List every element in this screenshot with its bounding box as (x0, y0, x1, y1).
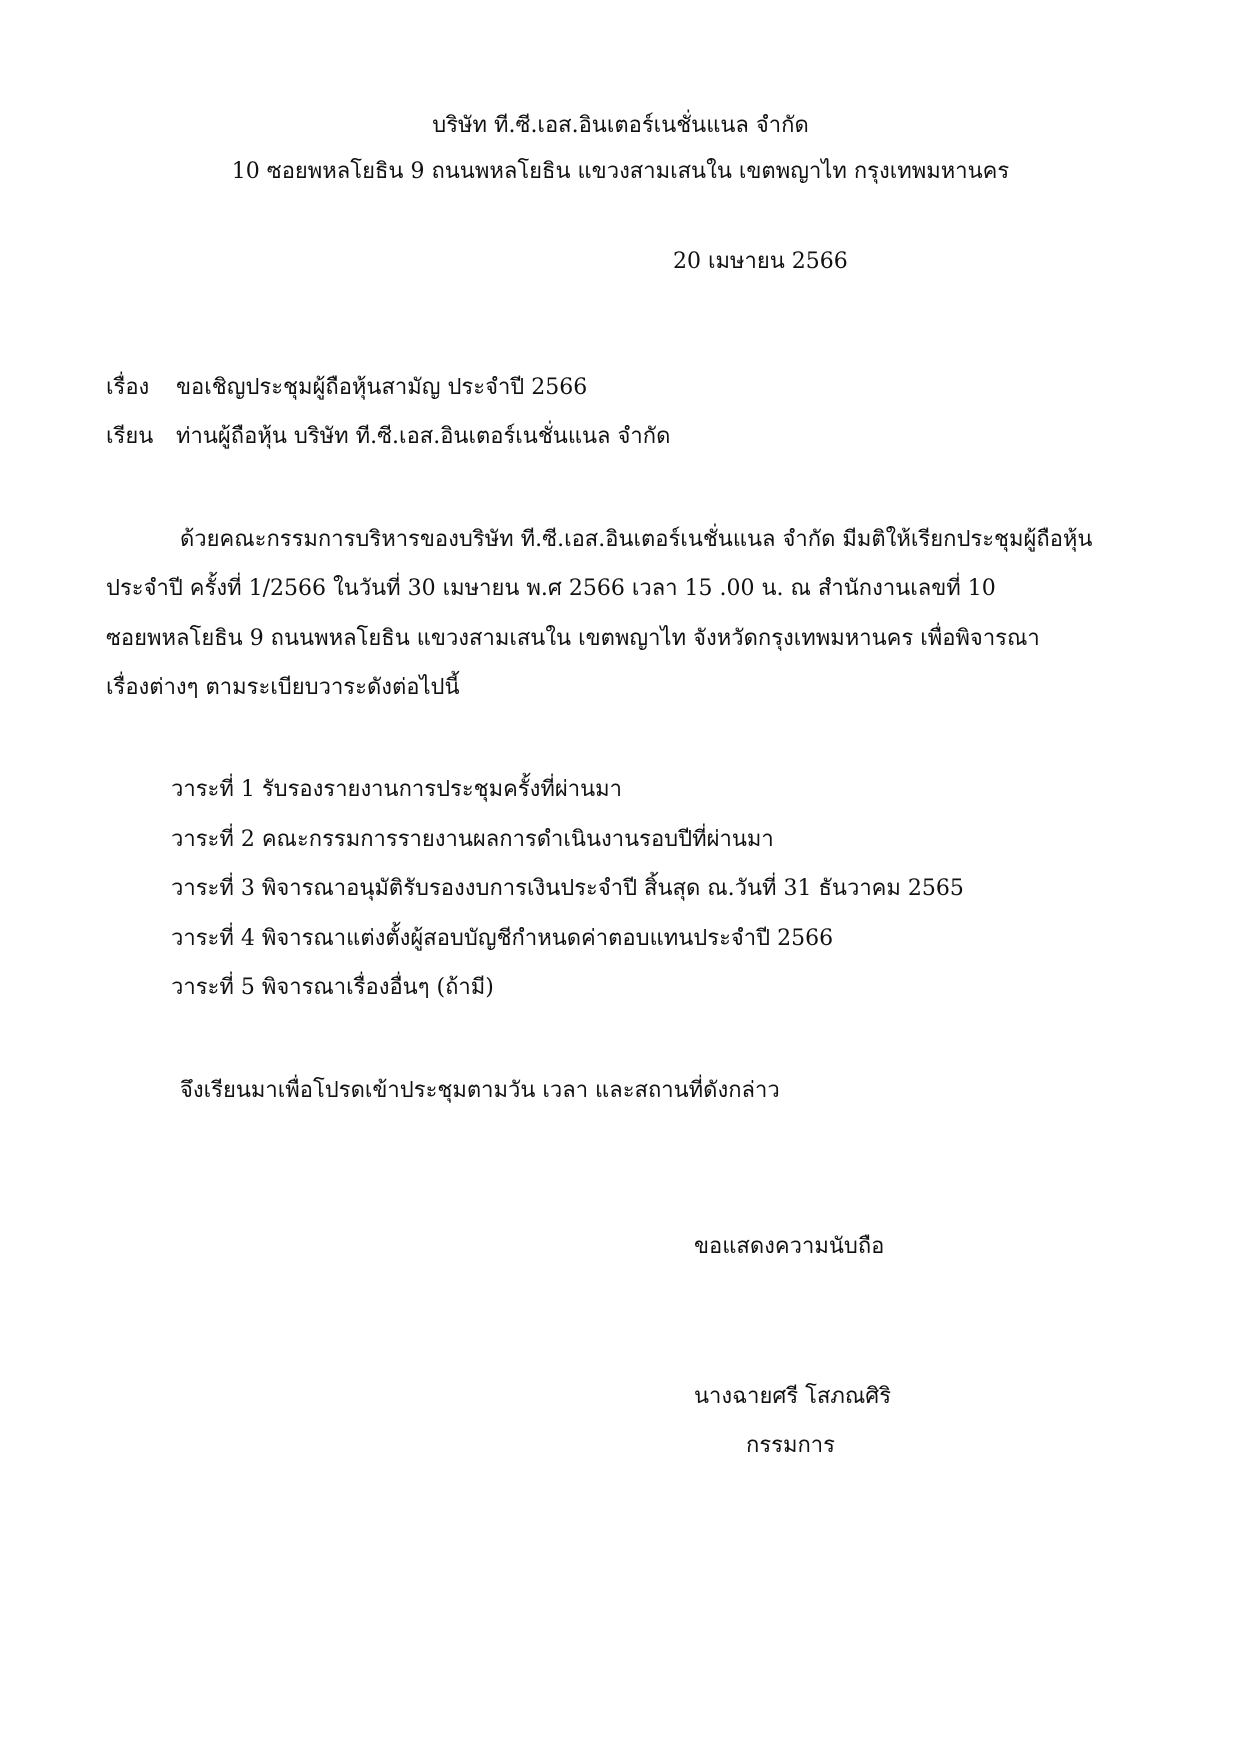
signatory-title: กรรมการ (746, 1433, 835, 1458)
body-line: ซอยพหลโยธิน 9 ถนนพหลโยธิน แขวงสามเสนใน เขตพญาไท จังหวัดกรุงเทพมหานคร เพื่อพิจารณา (106, 626, 1040, 651)
body-line: ประจำปี ครั้งที่ 1/2566 ในวันที่ 30 เมษายน พ.ศ 2566 เวลา 15 .00 น. ณ สำนักงานเลขที่ 10 (106, 576, 996, 601)
body-line: ด้วยคณะกรรมการบริหารของบริษัท ที.ซี.เอส.อินเตอร์เนชั่นแนล จำกัด มีมติให้เรียกประชุมผู้ถือหุ้น (180, 527, 1093, 552)
agenda-item: วาระที่ 2 คณะกรรมการรายงานผลการดำเนินงานรอบปีที่ผ่านมา (171, 827, 774, 852)
subject-line (106, 373, 587, 403)
signatory-name: นางฉายศรี โสภณศิริ (694, 1384, 892, 1409)
agenda-item: วาระที่ 5 พิจารณาเรื่องอื่นๆ (ถ้ามี) (171, 975, 494, 1000)
recipient-line (106, 422, 670, 452)
letter-date: 20 เมษายน 2566 (673, 249, 848, 274)
recipient-label: เรียน (106, 424, 154, 449)
body-line: เรื่องต่างๆ ตามระเบียบวาระดังต่อไปนี้ (106, 675, 460, 700)
recipient-text: ท่านผู้ถือหุ้น บริษัท ที.ซี.เอส.อินเตอร์เนชั่นแนล จำกัด (176, 424, 671, 449)
company-address: 10 ซอยพหลโยธิน 9 ถนนพหลโยธิน แขวงสามเสนใน เขตพญาไท กรุงเทพมหานคร (231, 159, 1010, 184)
company-name: บริษัท ที.ซี.เอส.อินเตอร์เนชั่นแนล จำกัด (432, 113, 809, 138)
subject-label: เรื่อง (106, 375, 150, 400)
closing-sentence: จึงเรียนมาเพื่อโปรดเข้าประชุมตามวัน เวลา และสถานที่ดังกล่าว (180, 1078, 780, 1103)
salutation: ขอแสดงความนับถือ (694, 1234, 885, 1259)
agenda-item: วาระที่ 4 พิจารณาแต่งตั้งผู้สอบบัญชีกำหนดค่าตอบแทนประจำปี 2566 (171, 926, 834, 951)
agenda-item: วาระที่ 3 พิจารณาอนุมัติรับรองงบการเงินประจำปี สิ้นสุด ณ.วันที่ 31 ธันวาคม 2565 (171, 876, 964, 901)
subject-text: ขอเชิญประชุมผู้ถือหุ้นสามัญ ประจำปี 2566 (176, 375, 588, 400)
agenda-item: วาระที่ 1 รับรองรายงานการประชุมครั้งที่ผ่านมา (171, 777, 623, 802)
